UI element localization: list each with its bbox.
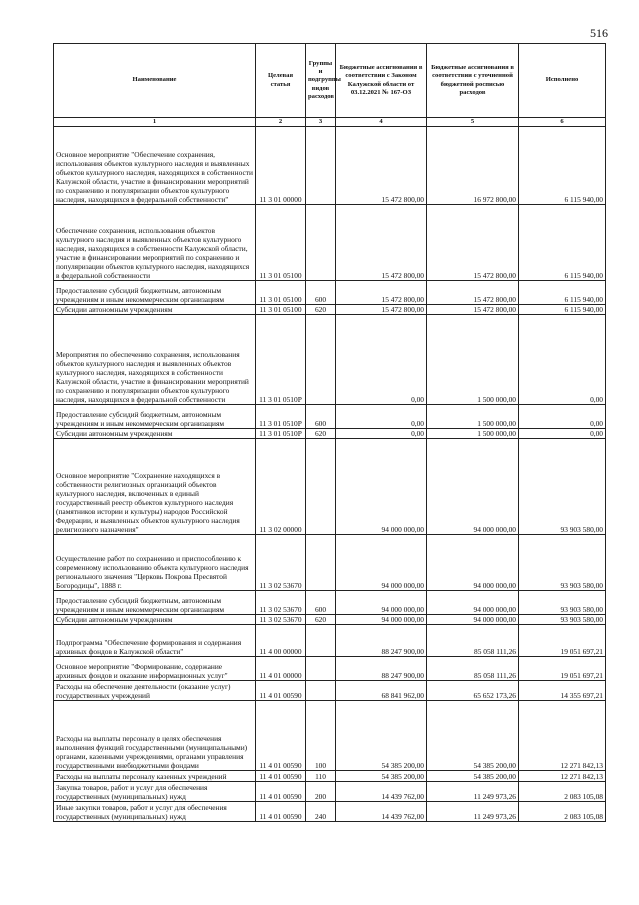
- row-executed-amount: 0,00: [519, 429, 606, 439]
- row-executed-amount: 12 271 842,13: [519, 771, 606, 782]
- row-target-article: 11 3 01 0510P: [256, 429, 306, 439]
- row-expense-group: 600: [306, 405, 336, 429]
- column-number: 2: [256, 118, 306, 127]
- table-row: [54, 439, 606, 535]
- table-row: [54, 771, 606, 782]
- row-executed-amount: 2 083 105,08: [519, 802, 606, 822]
- row-expense-group: 620: [306, 305, 336, 315]
- row-target-article: 11 3 01 00000: [256, 127, 306, 205]
- column-number: 5: [427, 118, 519, 127]
- row-law-amount: 15 472 800,00: [336, 305, 427, 315]
- row-law-amount: 88 247 900,00: [336, 657, 427, 681]
- page-number: 516: [590, 26, 608, 40]
- row-expense-group: [306, 625, 336, 657]
- row-expense-group: [306, 439, 336, 535]
- row-name: Предоставление субсидий бюджетным, автономным учреждениям и иным некоммерческим организациям: [54, 591, 256, 615]
- row-law-amount: 94 000 000,00: [336, 535, 427, 591]
- column-numbers-row: [54, 118, 606, 127]
- row-executed-amount: 0,00: [519, 405, 606, 429]
- row-target-article: 11 3 01 05100: [256, 305, 306, 315]
- row-revised-amount: 15 472 800,00: [427, 305, 519, 315]
- row-law-amount: 0,00: [336, 405, 427, 429]
- row-law-amount: 88 247 900,00: [336, 625, 427, 657]
- row-revised-amount: 1 500 000,00: [427, 429, 519, 439]
- table-row: [54, 681, 606, 701]
- row-target-article: 11 4 01 00590: [256, 782, 306, 802]
- row-target-article: 11 4 01 00590: [256, 771, 306, 782]
- row-target-article: 11 3 02 53670: [256, 535, 306, 591]
- row-executed-amount: 12 271 842,13: [519, 701, 606, 771]
- row-revised-amount: 15 472 800,00: [427, 281, 519, 305]
- row-name: Расходы на обеспечение деятельности (оказание услуг) государственных учреждений: [54, 681, 256, 701]
- row-name: Мероприятия по обеспечению сохранения, использования объектов культурного наследия и выявленных объектов культурного наследия, находящихся в собственности Калужской области, участие в финансировании мероприятий по сохранению и популяризации объектов культурного наследия, находящихся в федеральной собственности: [54, 315, 256, 405]
- row-name: Предоставление субсидий бюджетным, автономным учреждениям и иным некоммерческим организациям: [54, 405, 256, 429]
- row-target-article: 11 4 01 00590: [256, 802, 306, 822]
- row-target-article: 11 3 01 0510P: [256, 405, 306, 429]
- row-law-amount: 94 000 000,00: [336, 591, 427, 615]
- row-name: Расходы на выплаты персоналу в целях обеспечения выполнения функций государственными (муниципальными) органами, казенными учреждениями, органами управления государственными внебюджетными фондами: [54, 701, 256, 771]
- row-law-amount: 14 439 762,00: [336, 782, 427, 802]
- column-number: 6: [519, 118, 606, 127]
- row-expense-group: [306, 127, 336, 205]
- row-target-article: 11 4 00 00000: [256, 625, 306, 657]
- table-row: [54, 701, 606, 771]
- row-name: Основное мероприятие "Сохранение находящихся в собственности религиозных организаций объектов культурного наследия, включенных в единый государственный реестр объектов культурного наследия (памятников истории и культуры) народов Российской Федерации, и выявленных объектов культурного наследия религиозного назначения": [54, 439, 256, 535]
- row-expense-group: 600: [306, 591, 336, 615]
- row-expense-group: 110: [306, 771, 336, 782]
- row-target-article: 11 3 02 53670: [256, 615, 306, 625]
- table-row: [54, 802, 606, 822]
- row-expense-group: [306, 315, 336, 405]
- budget-table: [53, 43, 606, 822]
- row-law-amount: 0,00: [336, 429, 427, 439]
- row-expense-group: 200: [306, 782, 336, 802]
- row-target-article: 11 3 01 0510P: [256, 315, 306, 405]
- row-name: Подпрограмма "Обеспечение формирования и содержания архивных фондов в Калужской области": [54, 625, 256, 657]
- table-row: [54, 591, 606, 615]
- column-number: 4: [336, 118, 427, 127]
- header-name: Наименование: [54, 44, 256, 118]
- row-expense-group: 600: [306, 281, 336, 305]
- table-row: [54, 535, 606, 591]
- row-expense-group: 240: [306, 802, 336, 822]
- header-target-article: Целевая статья: [256, 44, 306, 118]
- row-law-amount: 94 000 000,00: [336, 615, 427, 625]
- table-row: [54, 429, 606, 439]
- table-row: [54, 305, 606, 315]
- row-law-amount: 68 841 962,00: [336, 681, 427, 701]
- row-revised-amount: 1 500 000,00: [427, 315, 519, 405]
- table-row: [54, 615, 606, 625]
- row-target-article: 11 4 01 00000: [256, 657, 306, 681]
- table-row: [54, 315, 606, 405]
- row-executed-amount: 19 051 697,21: [519, 657, 606, 681]
- row-executed-amount: 93 903 580,00: [519, 615, 606, 625]
- row-name: Основное мероприятие "Обеспечение сохранения, использования объектов культурного наследия и выявленных объектов культурного наследия, находящихся в собственности Калужской области, участие в финансировании мероприятий по сохранению и популяризации объектов культурного наследия, находящихся в федеральной собственности": [54, 127, 256, 205]
- row-law-amount: 54 385 200,00: [336, 771, 427, 782]
- row-executed-amount: 6 115 940,00: [519, 305, 606, 315]
- table-row: [54, 205, 606, 281]
- row-revised-amount: 94 000 000,00: [427, 439, 519, 535]
- row-revised-amount: 85 058 111,26: [427, 657, 519, 681]
- row-name: Иные закупки товаров, работ и услуг для обеспечения государственных (муниципальных) нужд: [54, 802, 256, 822]
- row-revised-amount: 11 249 973,26: [427, 802, 519, 822]
- row-name: Субсидии автономным учреждениям: [54, 305, 256, 315]
- column-number: 3: [306, 118, 336, 127]
- row-executed-amount: 6 115 940,00: [519, 205, 606, 281]
- row-name: Расходы на выплаты персоналу казенных учреждений: [54, 771, 256, 782]
- row-revised-amount: 11 249 973,26: [427, 782, 519, 802]
- table-row: [54, 782, 606, 802]
- row-executed-amount: 6 115 940,00: [519, 127, 606, 205]
- row-revised-amount: 85 058 111,26: [427, 625, 519, 657]
- row-revised-amount: 1 500 000,00: [427, 405, 519, 429]
- row-law-amount: 15 472 800,00: [336, 281, 427, 305]
- row-target-article: 11 3 01 05100: [256, 205, 306, 281]
- table-row: [54, 281, 606, 305]
- header-executed: Исполнено: [519, 44, 606, 118]
- row-revised-amount: 54 385 200,00: [427, 771, 519, 782]
- row-expense-group: [306, 657, 336, 681]
- row-name: Обеспечение сохранения, использования объектов культурного наследия и выявленных объектов культурного наследия, находящихся в собственности Калужской области, участие в финансировании мероприятий по сохранению и популяризации объектов культурного наследия, находящихся в федеральной собственности: [54, 205, 256, 281]
- row-expense-group: [306, 205, 336, 281]
- row-name: Субсидии автономным учреждениям: [54, 615, 256, 625]
- row-name: Субсидии автономным учреждениям: [54, 429, 256, 439]
- header-revised-allocation: Бюджетные ассигнования в соответствии с уточненной бюджетной росписью расходов: [427, 44, 519, 118]
- row-target-article: 11 3 01 05100: [256, 281, 306, 305]
- row-target-article: 11 3 02 53670: [256, 591, 306, 615]
- table-row: [54, 625, 606, 657]
- table-row: [54, 405, 606, 429]
- row-revised-amount: 94 000 000,00: [427, 591, 519, 615]
- row-executed-amount: 6 115 940,00: [519, 281, 606, 305]
- row-law-amount: 0,00: [336, 315, 427, 405]
- table-row: [54, 127, 606, 205]
- row-name: Закупка товаров, работ и услуг для обеспечения государственных (муниципальных) нужд: [54, 782, 256, 802]
- header-expense-group: Группы и подгруппы видов расходов: [306, 44, 336, 118]
- row-executed-amount: 93 903 580,00: [519, 535, 606, 591]
- row-name: Предоставление субсидий бюджетным, автономным учреждениям и иным некоммерческим организациям: [54, 281, 256, 305]
- row-executed-amount: 93 903 580,00: [519, 591, 606, 615]
- row-executed-amount: 0,00: [519, 315, 606, 405]
- column-number: 1: [54, 118, 256, 127]
- row-revised-amount: 65 652 173,26: [427, 681, 519, 701]
- row-expense-group: [306, 681, 336, 701]
- row-target-article: 11 4 01 00590: [256, 681, 306, 701]
- row-executed-amount: 14 355 697,21: [519, 681, 606, 701]
- row-target-article: 11 3 02 00000: [256, 439, 306, 535]
- row-revised-amount: 15 472 800,00: [427, 205, 519, 281]
- row-revised-amount: 16 972 800,00: [427, 127, 519, 205]
- row-name: Основное мероприятие "Формирование, содержание архивных фондов и оказание информационных услуг": [54, 657, 256, 681]
- row-law-amount: 15 472 800,00: [336, 127, 427, 205]
- row-law-amount: 54 385 200,00: [336, 701, 427, 771]
- row-executed-amount: 19 051 697,21: [519, 625, 606, 657]
- table-row: [54, 657, 606, 681]
- header-row: [54, 44, 606, 118]
- row-target-article: 11 4 01 00590: [256, 701, 306, 771]
- row-law-amount: 94 000 000,00: [336, 439, 427, 535]
- row-revised-amount: 54 385 200,00: [427, 701, 519, 771]
- row-revised-amount: 94 000 000,00: [427, 615, 519, 625]
- row-expense-group: [306, 535, 336, 591]
- row-executed-amount: 2 083 105,08: [519, 782, 606, 802]
- row-law-amount: 15 472 800,00: [336, 205, 427, 281]
- row-name: Осуществление работ по сохранению и приспособлению к современному использованию объекта культурного наследия регионального значения "Церковь Покрова Пресвятой Богородицы", 1888 г.: [54, 535, 256, 591]
- header-law-allocation: Бюджетные ассигнования в соответствии с Законом Калужской области от 03.12.2021 № 167-ОЗ: [336, 44, 427, 118]
- row-expense-group: 100: [306, 701, 336, 771]
- row-law-amount: 14 439 762,00: [336, 802, 427, 822]
- row-expense-group: 620: [306, 615, 336, 625]
- row-expense-group: 620: [306, 429, 336, 439]
- row-executed-amount: 93 903 580,00: [519, 439, 606, 535]
- row-revised-amount: 94 000 000,00: [427, 535, 519, 591]
